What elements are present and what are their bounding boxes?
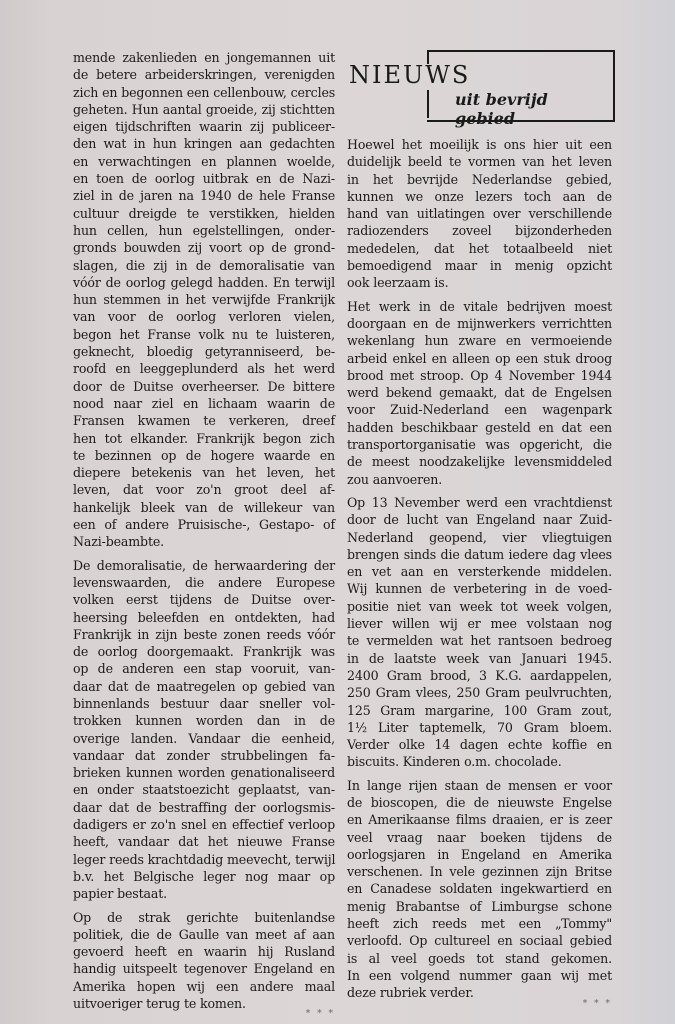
text-line: begon het Franse volk nu te luisteren, (73, 326, 335, 342)
text-line: de oorlog doorgemaakt. Frankrijk was (73, 644, 335, 660)
text-line: Verder olke 14 dagen echte koffie en (347, 737, 612, 753)
end-mark: * * * (305, 1009, 335, 1020)
text-line: kunnen we onze lezers toch aan de (347, 188, 612, 204)
text-line: Wij kunnen de verbetering in de voed- (347, 581, 612, 597)
text-line: leven, dat voor zo'n groot deel af- (73, 482, 335, 498)
text-line: biscuits. Kinderen o.m. chocolade. (347, 754, 562, 770)
text-line: menig Brabantse of Limburgse schone (347, 898, 612, 914)
text-line: papier bestaat. (73, 886, 168, 902)
text-line: daar dat de maatregelen op gebied van (73, 678, 335, 694)
text-line: werd bekend gemaakt, dat de Engelsen (347, 385, 612, 401)
text-line: De demoralisatie, de herwaardering der (73, 557, 335, 573)
text-line: ziel in de jaren na 1940 de hele Franse (73, 188, 335, 204)
text-line: de betere arbeiderskringen, verenigden (73, 67, 335, 83)
text-line: dadigers er zo'n snel en effectief verloop (73, 817, 335, 833)
text-line: duidelijk beeld te vormen van het leven (347, 154, 612, 170)
text-line: gronds bouwden zij voort op de grond- (73, 240, 335, 256)
text-line: handig uitspeelt tegenover Engeland en (73, 961, 335, 977)
text-line: heersing beleefden en ontdekten, had (73, 609, 335, 625)
text-line: volken eerst tijdens de Duitse over- (73, 592, 335, 608)
text-line: hand van uitlatingen over verschillende (347, 206, 612, 222)
paragraph (347, 136, 612, 292)
text-line: Het werk in de vitale bedrijven moest (347, 298, 612, 314)
text-line: en verwachtingen en plannen woelde, (73, 153, 335, 169)
text-line: ook leerzaam is. (347, 275, 449, 291)
section-subtitle: uit bevrijd gebied (455, 90, 548, 128)
text-line: brood met stroop. Op 4 November 1944 (347, 367, 612, 383)
text-line: is al veel goeds tot stand gekomen. (347, 950, 612, 966)
text-line: gevoerd heeft en waarin hij Rusland (73, 944, 335, 960)
text-line: deze rubriek verder. (347, 985, 474, 1001)
end-mark: * * * (582, 998, 612, 1009)
text-line: en onder staatstoezicht geplaatst, van- (73, 782, 335, 798)
text-line: wekenlang hun zware en vermoeiende (347, 333, 612, 349)
text-line: in de laatste week van Januari 1945. (347, 650, 612, 666)
text-line: hadden beschikbaar gesteld en dat een (347, 419, 612, 435)
text-line: Amerika hopen wij een andere maal (73, 978, 335, 994)
text-line: een of andere Pruisische-, Gestapo- of (73, 517, 335, 533)
text-line: te vermelden wat het rantsoen bedroeg (347, 633, 612, 649)
text-line: hun stemmen in het verwijfde Frankrijk (73, 292, 335, 308)
text-line: politiek, die de Gaulle van meet af aan (73, 926, 335, 942)
text-line: de bioscopen, die de nieuwste Engelse (347, 794, 612, 810)
paragraph (347, 494, 612, 771)
text-line: verloofd. Op cultureel en sociaal gebied (347, 933, 612, 949)
text-line: positie niet van week tot week volgen, (347, 598, 612, 614)
text-line: vóór de oorlog gelegd hadden. En terwijl (73, 274, 335, 290)
text-line: nood naar ziel en lichaam waarin de (73, 395, 335, 411)
text-line: In een volgend nummer gaan wij met (347, 967, 612, 983)
text-line: den wat in hun kringen aan gedachten (73, 136, 335, 152)
text-line: zich en begonnen een cellenbouw, cercles (73, 84, 336, 100)
paragraph (73, 557, 335, 903)
text-line: Nazi-beambte. (73, 534, 165, 550)
text-line: in het bevrijde Nederlandse gebied, (347, 171, 612, 187)
text-line: b.v. het Belgische leger nog maar op (73, 868, 335, 884)
text-line: door de lucht van Engeland naar Zuid- (347, 512, 612, 528)
text-line: 1½ Liter taptemelk, 70 Gram bloem. (347, 719, 612, 735)
text-line: uitvoeriger terug te komen. (73, 996, 246, 1012)
section-header (347, 50, 609, 128)
text-line: en vet aan en versterkende middelen. (347, 564, 612, 580)
text-line: 125 Gram margarine, 100 Gram zout, (347, 702, 612, 718)
text-line: levenswaarden, die andere Europese (73, 574, 335, 590)
text-line: bemoedigend maar in menig opzicht (347, 258, 612, 274)
text-line: Nederland geopend, vier vliegtuigen (347, 529, 612, 545)
text-line: verschenen. In vele gezinnen zijn Britse (347, 864, 612, 880)
text-line: brengen sinds die datum iedere dag vlees (347, 546, 612, 562)
text-line: transportorganisatie was opgericht, die (347, 437, 612, 453)
text-line: zou aanvoeren. (347, 471, 443, 487)
text-line: slagen, die zij in de demoralisatie van (73, 257, 335, 273)
text-line: brieken kunnen worden genationaliseerd (73, 765, 335, 781)
text-line: mende zakenlieden en jongemannen uit (73, 50, 335, 65)
text-line: oorlogsjaren in Engeland en Amerika (347, 846, 612, 862)
text-line: liever willen wij er mee volstaan nog (347, 616, 612, 632)
text-line: Frankrijk in zijn beste zonen reeds vóór (73, 626, 335, 642)
text-line: hun cellen, hun egelstellingen, onder- (73, 222, 335, 238)
text-line: op de anderen een stap vooruit, van- (73, 661, 335, 677)
text-line: voor Zuid-Nederland een wagenpark (347, 402, 612, 418)
text-line: en toen de oorlog uitbrak en de Nazi- (73, 171, 335, 187)
text-line: Op de strak gerichte buitenlandse (73, 909, 335, 925)
text-line: veel vraag naar boeken tijdens de (347, 829, 612, 845)
text-line: door de Duitse overheerser. De bittere (73, 378, 335, 394)
text-line: diepere betekenis van het leven, het (73, 465, 335, 481)
text-line: de meest noodzakelijke levensmiddeled (347, 454, 612, 470)
text-line: heeft zich reeds met een „Tommy" (347, 916, 612, 932)
paragraph (347, 777, 612, 1002)
text-line: radiozenders zoveel bijzonderheden (347, 223, 612, 239)
text-line: heeft, vandaar dat het nieuwe Franse (73, 834, 335, 850)
paragraph (347, 298, 612, 488)
left-column (73, 49, 335, 1024)
text-line: 250 Gram vlees, 250 Gram peulvruchten, (347, 685, 612, 701)
text-line: Op 13 Nevember werd een vrachtdienst (347, 494, 612, 510)
text-line: Hoewel het moeilijk is ons hier uit een (347, 137, 612, 152)
header-frame-left-bottom (427, 90, 429, 118)
text-line: vandaar dat zonder strubbelingen fa- (73, 747, 335, 763)
section-title: NIEUWS (349, 61, 471, 89)
text-line: hen tot elkander. Frankrijk begon zich (73, 430, 335, 446)
text-line: en Amerikaanse films draaien, er is zeer (347, 812, 612, 828)
text-line: binnenlands bestuur daar sneller vol- (73, 695, 335, 711)
text-line: trokken kunnen worden dan in de (73, 713, 335, 729)
text-line: daar dat de bestraffing der oorlogsmis- (73, 799, 335, 815)
text-line: geheten. Hun aantal groeide, zij stichtten (73, 101, 335, 117)
text-line: eigen tijdschriften waarin zij publiceer- (73, 119, 335, 135)
text-line: 2400 Gram brood, 3 K.G. aardappelen, (347, 667, 612, 683)
text-line: Fransen kwamen te verkeren, dreef (73, 413, 335, 429)
text-line: cultuur dreigde te verstikken, hielden (73, 205, 335, 221)
text-line: In lange rijen staan de mensen er voor (347, 777, 612, 793)
text-line: doorgaan en de mijnwerkers verrichtten (347, 315, 612, 331)
text-line: geknecht, bloedig getyranniseerd, be- (73, 344, 335, 360)
text-line: en Canadese soldaten ingekwartierd en (347, 881, 612, 897)
text-line: arbeid enkel en alleen op een stuk droog (347, 350, 612, 366)
text-line: hankelijk bleek van de willekeur van (73, 499, 335, 515)
text-line: overige landen. Vandaar die eenheid, (73, 730, 335, 746)
text-line: mededelen, dat het totaalbeeld niet (347, 240, 612, 256)
text-line: roofd en leeggeplunderd als het werd (73, 361, 335, 377)
text-line: leger reeds krachtdadig meevecht, terwijl (73, 851, 336, 867)
right-column (347, 136, 612, 1013)
paragraph (73, 49, 335, 551)
text-line: van voor de oorlog verloren vielen, (73, 309, 335, 325)
text-line: te bezinnen op de hogere waarde en (73, 447, 335, 463)
paragraph (73, 909, 335, 1013)
